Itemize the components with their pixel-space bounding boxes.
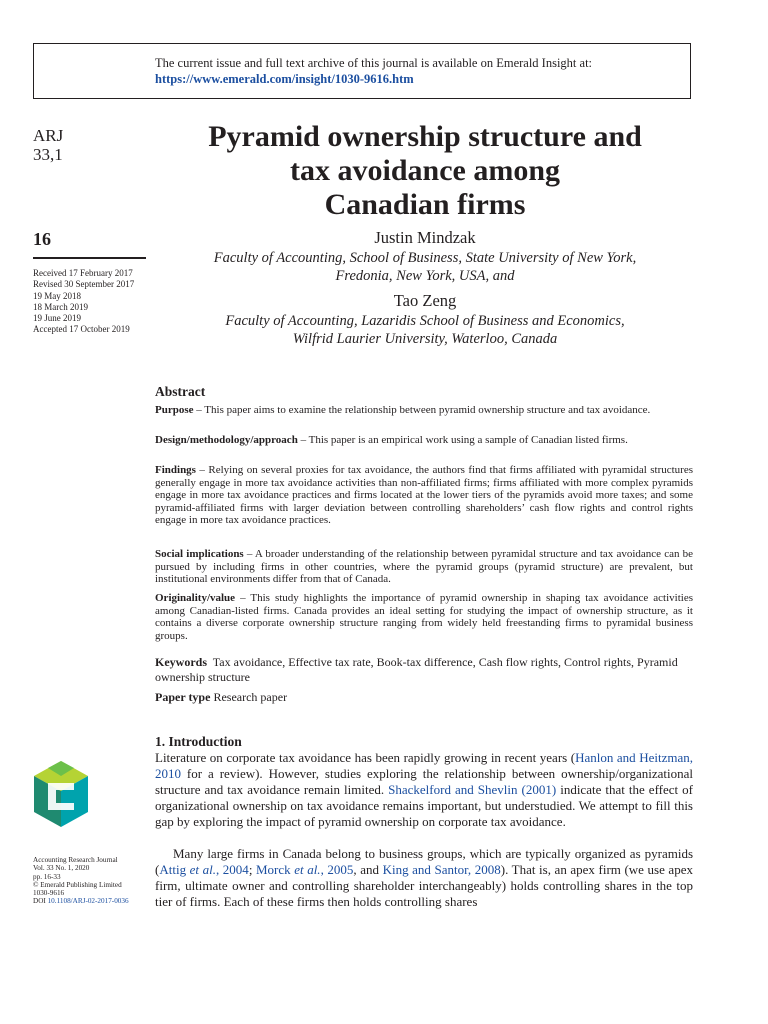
title-line: Pyramid ownership structure and xyxy=(208,120,642,153)
doi-label: DOI xyxy=(33,897,46,906)
abstract-originality xyxy=(155,592,693,642)
paragraph-text: ). That is, an apex firm (we use apex firm, ultimate owner and controlling shareholder interchangeably) holds controlling shares in the top tier of firms. Each of these firms then holds controlling shares xyxy=(155,862,693,909)
abstract-purpose xyxy=(155,404,693,417)
social-label: Social implications xyxy=(155,548,244,560)
journal-abbreviation xyxy=(33,126,63,164)
author-name: Tao Zeng xyxy=(393,291,457,310)
citation-link[interactable]: King and Santor, 2008 xyxy=(382,862,501,877)
citation-author: Attig xyxy=(159,862,190,877)
paper-type xyxy=(155,690,693,705)
title-line: tax avoidance among xyxy=(290,154,560,187)
affiliation-line: Faculty of Accounting, School of Business, State University of New York, xyxy=(213,250,637,266)
design-label: Design/methodology/approach xyxy=(155,434,298,446)
abstract-heading: Abstract xyxy=(155,384,206,399)
citation-link[interactable]: Hanlon and Heitzman, 2010 xyxy=(155,750,693,781)
intro-paragraph xyxy=(155,750,693,830)
paragraph-text: Literature on corporate tax avoidance has been rapidly growing in recent years ( xyxy=(155,750,576,765)
citation-link[interactable]: Shackelford and Shevlin (2001) xyxy=(388,782,557,797)
copyright: © Emerald Publishing Limited xyxy=(33,880,122,889)
intro-paragraph xyxy=(155,846,693,910)
date-revised: 18 March 2019 xyxy=(33,301,88,312)
citation-author: Morck xyxy=(256,862,295,877)
journal-volume-issue: 33,1 xyxy=(33,145,63,164)
paragraph-text: , and xyxy=(353,862,383,877)
originality-text: – This study highlights the importance of pyramid ownership in shaping tax avoidance activities among Canadian-listed firms. Canada provides an ideal setting for studying the impact of ownership structure, as it contains a diverse corporate ownership structure ranging from widely held freestanding firms to pyramidal business groups. xyxy=(155,592,693,642)
paper-type-label: Paper type xyxy=(155,690,211,704)
paper-type-value: Research paper xyxy=(213,690,288,704)
date-received: Received 17 February 2017 xyxy=(33,268,133,278)
journal-access-banner xyxy=(33,43,691,99)
originality-label: Originality/value xyxy=(155,592,236,604)
page-range: pp. 16-33 xyxy=(33,872,61,881)
citation-year: , 2004 xyxy=(215,862,249,877)
doi-link[interactable]: 10.1108/ARJ-02-2017-0036 xyxy=(47,897,129,906)
author-affiliation xyxy=(160,312,690,348)
abstract-design xyxy=(155,434,693,447)
paragraph-text: ; xyxy=(248,862,256,877)
publisher-logo-icon xyxy=(30,759,92,829)
author-name: Justin Mindzak xyxy=(374,228,476,247)
purpose-label: Purpose xyxy=(155,404,194,416)
citation-link[interactable] xyxy=(256,862,353,877)
paragraph-text: indicate that the effect of organizational ownership on tax avoidance remains important, but understudied. We attempt to fill this gap by exploring the impact of pyramid ownership on corporate tax avoidance. xyxy=(155,782,693,829)
abstract-findings xyxy=(155,464,693,527)
banner-text: The current issue and full text archive of this journal is available on Emerald Insight at: xyxy=(155,56,593,70)
date-revised: 19 May 2018 xyxy=(33,290,81,301)
citation-etal: et al. xyxy=(189,862,216,877)
affiliation-line: Fredonia, New York, USA, and xyxy=(335,268,515,284)
issn: 1030-9616 xyxy=(33,889,65,898)
citation-year: , 2005 xyxy=(320,862,354,877)
section-heading: 1. Introduction xyxy=(155,734,242,749)
social-text: – A broader understanding of the relationship between pyramidal structure and tax avoidance can be pursued by including firms in other countries, where the pyramid groups (pyramid structure) are prevalent, but institutional environments differ from that of Canada. xyxy=(155,548,693,586)
affiliation-line: Wilfrid Laurier University, Waterloo, Canada xyxy=(292,331,558,347)
page-number: 16 xyxy=(33,229,51,249)
history-dates xyxy=(33,268,148,336)
margin-divider xyxy=(33,257,146,259)
paragraph-text: for a review). However, studies exploring the relationship between ownership/organizational structure and tax avoidance remain limited. xyxy=(155,766,693,797)
article-title xyxy=(160,120,690,222)
volume-info: Vol. 33 No. 1, 2020 xyxy=(33,864,90,873)
date-revised: Revised 30 September 2017 xyxy=(33,279,135,290)
publication-info xyxy=(33,856,158,906)
journal-name-abbrev: ARJ xyxy=(33,126,64,145)
findings-label: Findings xyxy=(155,464,196,476)
citation-link[interactable] xyxy=(159,862,248,877)
citation-etal: et al. xyxy=(294,862,321,877)
affiliation-line: Faculty of Accounting, Lazaridis School of Business and Economics, xyxy=(225,313,625,329)
findings-text: – Relying on several proxies for tax avoidance, the authors find that firms affiliated with pyramidal structures generally engage in more tax avoidance activities than non-affiliated firms; firms affiliated with more complex pyramids engage in more tax avoidance practices and firms located at the lower tiers of the pyramids avoid more taxes; and some pyramid-affiliated firms with larger deviation between controlling shareholders’ cash flow rights and control rights engage in more tax avoidance practices. xyxy=(155,464,693,527)
paragraph-text: Many large firms in Canada belong to business groups, which are typically organized as pyramids ( xyxy=(155,846,693,877)
journal-url-link[interactable]: https://www.emerald.com/insight/1030-9616.htm xyxy=(155,72,414,86)
author-affiliation xyxy=(160,249,690,285)
keywords-label: Keywords xyxy=(155,655,207,669)
keywords-text: Tax avoidance, Effective tax rate, Book-tax difference, Cash flow rights, Control rights, Pyramid ownership structure xyxy=(155,655,678,684)
date-revised: 19 June 2019 xyxy=(33,313,81,324)
title-line: Canadian firms xyxy=(324,188,526,221)
keywords xyxy=(155,655,693,685)
abstract-social-implications xyxy=(155,548,693,586)
purpose-text: – This paper aims to examine the relationship between pyramid ownership structure and tax avoidance. xyxy=(193,404,651,416)
doi-line xyxy=(33,897,158,905)
design-text: – This paper is an empirical work using a sample of Canadian listed firms. xyxy=(297,434,628,446)
journal-name: Accounting Research Journal xyxy=(33,856,118,864)
date-accepted: Accepted 17 October 2019 xyxy=(33,324,130,335)
